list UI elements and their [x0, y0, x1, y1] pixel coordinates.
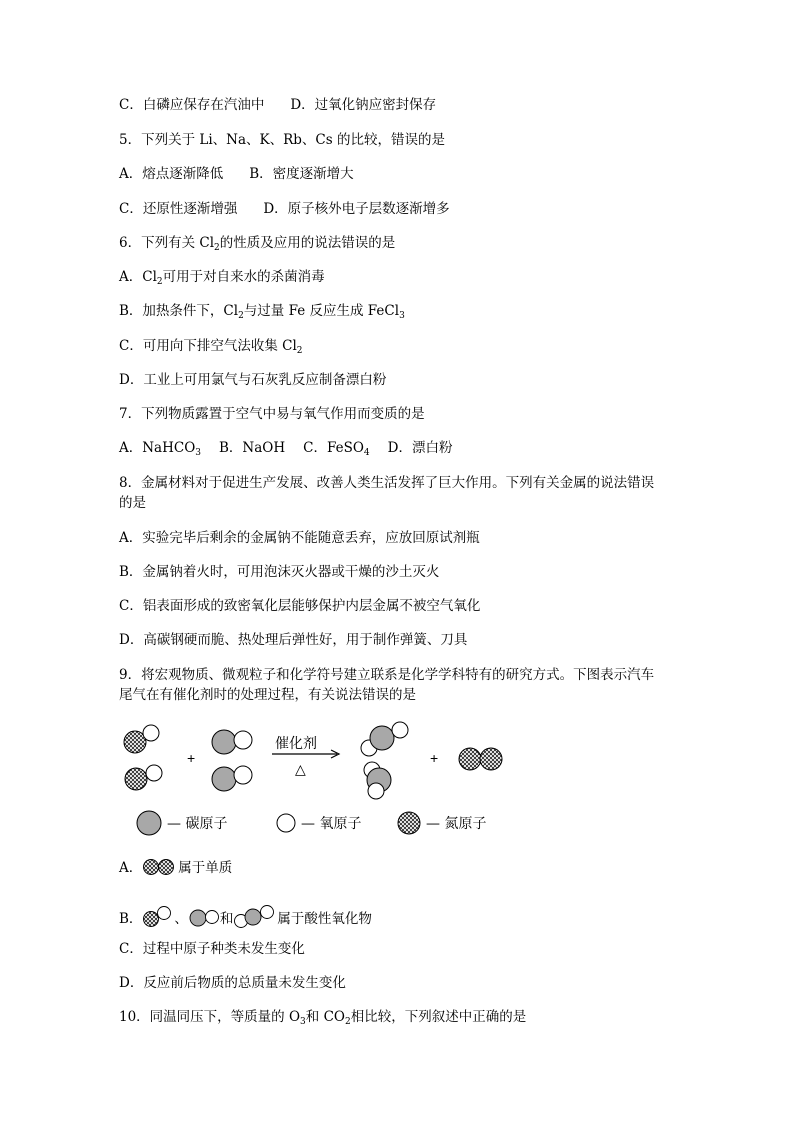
question-7: 7．下列物质露置于空气中易与氧气作用而变质的是 [119, 406, 425, 422]
heat-symbol: △ [295, 762, 306, 778]
question-9-cont: 尾气在有催化剂时的处理过程，有关说法错误的是 [119, 687, 416, 703]
question-9: 9．将宏观物质、微观粒子和化学符号建立联系是化学学科特有的研究方式。下图表示汽车 [119, 667, 655, 683]
option-line: A．NaHCO$_3$ B．NaOH C．FeSO$_4$ D．漂白粉 [119, 440, 453, 458]
legend-carbon-label: — 碳原子 [167, 816, 228, 832]
co2-molecule [361, 722, 408, 756]
co-molecule-icon [188, 905, 220, 927]
option-line: C．还原性逐渐增强 D．原子核外电子层数逐渐增多 [119, 201, 450, 217]
option-b: B．金属钠着火时，可用泡沫灭火器或干燥的沙土灭火 [119, 564, 440, 580]
oxygen-atom-icon [277, 814, 295, 832]
question-8-cont: 的是 [119, 495, 146, 511]
co2-molecule-icon [233, 903, 277, 929]
plus-sign: + [187, 750, 196, 766]
carbon-atom-icon [137, 811, 161, 835]
option-b: B． 、 和 属于酸性氧化物 [119, 903, 372, 929]
option-c: C．可用向下排空气法收集 $Cl_2$ [119, 338, 303, 356]
legend [137, 811, 486, 835]
option-d: D．高碳钢硬而脆、热处理后弹性好，用于制作弹簧、刀具 [119, 632, 468, 648]
option-a: A．实验完毕后剩余的金属钠不能随意丢弃，应放回原试剂瓶 [119, 530, 480, 546]
nitrogen-atom-icon [398, 812, 420, 834]
question-10: 10．同温同压下，等质量的 $O_3$和 $CO_2$相比较，下列叙述中正确的是 [119, 1009, 527, 1027]
reaction-diagram [119, 718, 519, 838]
option-b: B．加热条件下，$Cl_2$与过量 Fe 反应生成 FeCl$_3$ [119, 303, 405, 321]
no-molecule [125, 765, 162, 790]
legend-nitrogen-label: — 氮原子 [426, 816, 487, 832]
option-c: C．铝表面形成的致密氧化层能够保护内层金属不被空气氧化 [119, 598, 481, 614]
option-a: A．$Cl_2$可用于对自来水的杀菌消毒 [119, 269, 325, 287]
n2-molecule [459, 748, 502, 770]
co2-molecule [364, 762, 391, 799]
question-5: 5．下列关于 Li、Na、K、Rb、Cs 的比较，错误的是 [119, 132, 445, 148]
option-line [119, 96, 436, 114]
option-line: A．熔点逐渐降低 B．密度逐渐增大 [119, 166, 354, 182]
no-molecule [124, 725, 159, 753]
option-d: D．反应前后物质的总质量未发生变化 [119, 975, 346, 991]
no-molecule-icon [142, 905, 174, 927]
option-d: D．工业上可用氯气与石灰乳反应制备漂白粉 [119, 372, 387, 388]
co-molecule [212, 766, 252, 791]
question-8: 8．金属材料对于促进生产发展、改善人类生活发挥了巨大作用。下列有关金属的说法错误 [119, 475, 655, 491]
option-a: A． 属于单质 [119, 860, 233, 876]
n2-molecule-icon [142, 858, 178, 876]
option-d: D．过氧化钠应密封保存 [290, 97, 437, 113]
question-6: 6．下列有关 $Cl_2$的性质及应用的说法错误的是 [119, 235, 396, 253]
legend-oxygen-label: — 氧原子 [301, 816, 362, 832]
catalyst-label: 催化剂 [275, 736, 317, 752]
option-c: C．白磷应保存在汽油中 [119, 97, 265, 113]
option-c: C．过程中原子种类未发生变化 [119, 941, 305, 957]
plus-sign: + [430, 750, 439, 766]
co-molecule [212, 730, 252, 754]
